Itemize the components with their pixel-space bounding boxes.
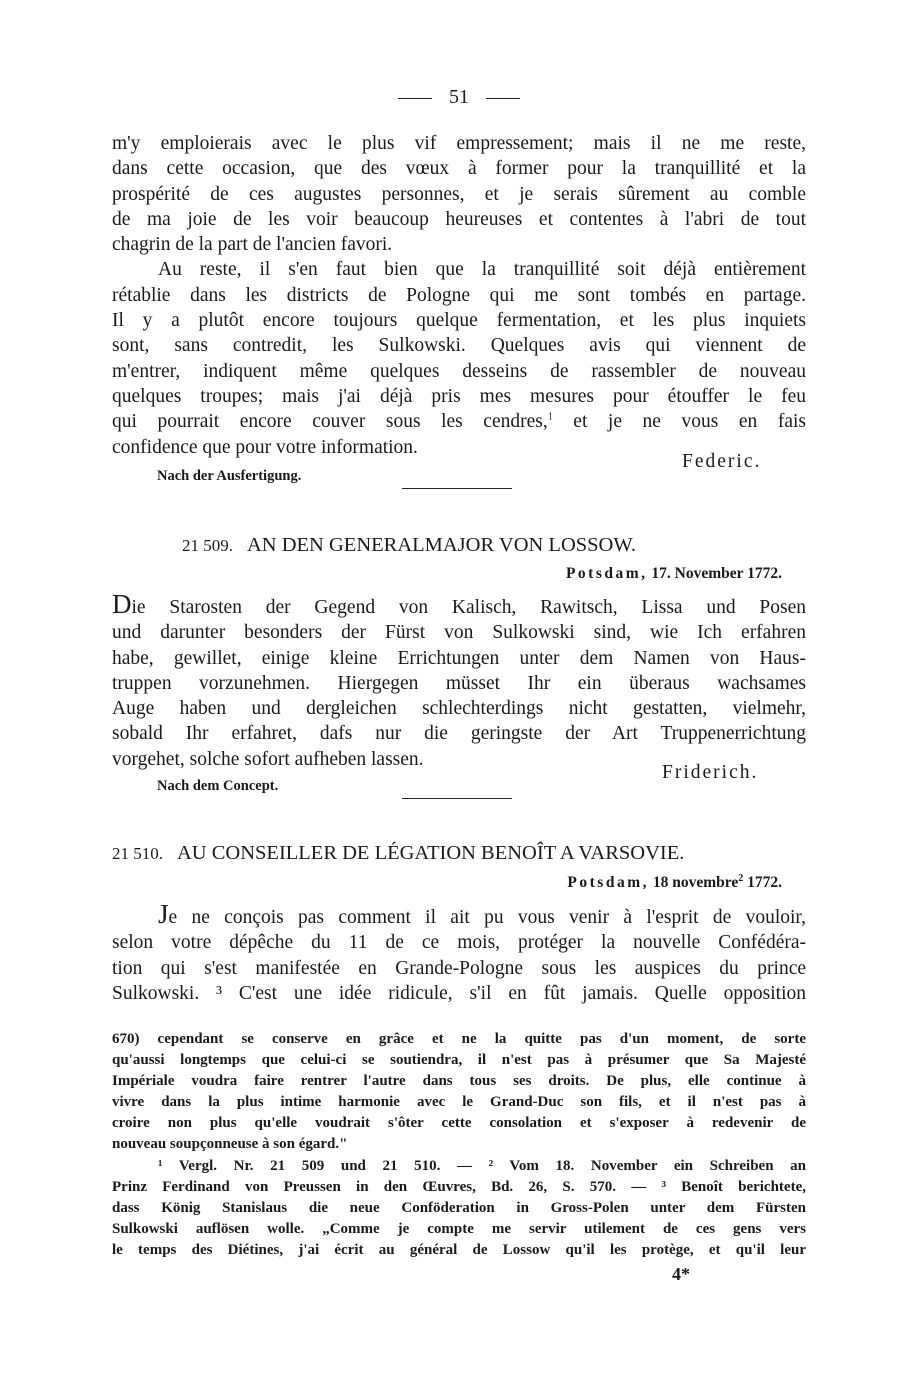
signature-mark: 4* <box>672 1264 690 1284</box>
text-line: sont, sans contredit, les Sulkowski. Quelques avis qui viennent de <box>112 335 806 357</box>
footnote-line: ¹ Vergl. Nr. 21 509 und 21 510. — ² Vom 18. November ein Schreiben an <box>158 1157 806 1174</box>
footnote-line: vivre dans la plus intime harmonie avec le Grand-Duc son fils, et il n'est pas à <box>112 1094 806 1111</box>
section-rule <box>402 798 512 799</box>
footnote-line: Sulkowski auflösen wolle. „Comme je compte me servir utilement de ces gens vers <box>112 1220 806 1237</box>
letter-continuation <box>112 131 806 460</box>
dateline <box>567 874 782 892</box>
text-line: chagrin de la part de l'ancien favori. <box>112 234 393 256</box>
signature: Friderich. <box>662 762 759 783</box>
text-segment: et je ne vous en fais <box>573 411 807 433</box>
page-header <box>112 86 806 109</box>
footnote-line: 670) cependant se conserve en grâce et ne la quitte pas d'un moment, de sorte <box>112 1031 806 1047</box>
letter-heading <box>182 534 806 557</box>
text-line: m'y emploierais avec le plus vif empressement; mais il ne me reste, <box>112 133 806 154</box>
text-line: dans cette occasion, que des vœux à former pour la tranquillité et la <box>112 158 806 180</box>
text-line: rétablie dans les districts de Pologne qui me sont tombés en partage. <box>112 284 806 306</box>
text-line: truppen vorzunehmen. Hiergegen müsset Ihr ein überaus wachsames <box>112 672 806 694</box>
footnote-line: dass König Stanislaus die neue Conföderation in Gross-Polen unter dem Fürsten <box>112 1199 806 1216</box>
date-text: 18 novembre <box>652 874 739 891</box>
text-line: Sulkowski. ³ C'est une idée ridicule, s'il en fût jamais. Quelle opposition <box>112 982 806 1004</box>
letter-body <box>112 899 806 1006</box>
header-dash-left <box>398 98 432 99</box>
date-year: 1772. <box>747 874 782 891</box>
letter-number: 21 509. <box>182 536 233 555</box>
header-dash-right <box>486 98 520 99</box>
text-line: confidence que pour votre information. <box>112 436 418 458</box>
text-line: de ma joie de les voir beaucoup heureuses et contentes à l'abri de tout <box>112 208 806 230</box>
signature: Federic. <box>682 451 762 472</box>
text-line: vorgehet, solche sofort aufheben lassen. <box>112 748 424 770</box>
text-line: Auge haben und dergleichen schlechterdings nicht gestatten, vielmehr, <box>112 698 806 720</box>
text-line: Au reste, il s'en faut bien que la tranquillité soit déjà entièrement <box>158 259 806 281</box>
source-note: Nach dem Concept. <box>157 778 279 794</box>
letter-heading <box>112 842 806 865</box>
text-line <box>112 589 806 620</box>
footnote-line: qu'aussi longtemps que celui-ci se soutiendra, il n'est pas à présumer que Sa Majesté <box>112 1052 806 1069</box>
text-line: m'entrer, indiquent même quelques desseins de rassembler de nouveau <box>112 360 806 382</box>
letter-number: 21 510. <box>112 844 163 863</box>
letter-body <box>112 589 806 772</box>
text-segment: qui pourrait encore couver sous les cendres, <box>112 411 548 433</box>
text-line: sobald Ihr erfahret, dafs nur die geringste der Art Truppenerrichtung <box>112 723 806 745</box>
text-line: quelques troupes; mais j'ai déjà pris mes mesures pour étouffer le feu <box>112 385 806 407</box>
source-note: Nach der Ausfertigung. <box>157 468 302 484</box>
letter-title: AU CONSEILLER DE LÉGATION BENOÎT A VARSOVIE. <box>177 842 685 864</box>
text-line: Il y a plutôt encore toujours quelque fermentation, et les plus inquiets <box>112 310 806 332</box>
date-text: 17. November 1772. <box>651 565 782 582</box>
initial-letter: J <box>158 899 169 929</box>
letter-title: AN DEN GENERALMAJOR VON LOSSOW. <box>247 534 636 556</box>
footnote-ref: 2 <box>738 872 744 884</box>
date-place: Potsdam, <box>567 874 649 891</box>
footnote-line: Prinz Ferdinand von Preussen in den Œuvres, Bd. 26, S. 570. — ³ Benoît berichtete, <box>112 1178 806 1195</box>
text-line: selon votre dépêche du 11 de ce mois, protéger la nouvelle Confédéra- <box>112 932 806 954</box>
section-rule <box>402 488 512 489</box>
page-number: 51 <box>449 86 469 108</box>
text-line <box>112 899 806 930</box>
text-segment: e ne conçois pas comment il ait pu vous venir à l'esprit de vouloir, <box>168 907 806 928</box>
text-line: prospérité de ces augustes personnes, et je serais sûrement au comble <box>112 183 806 205</box>
footnotes <box>112 1029 806 1261</box>
dateline <box>566 565 782 583</box>
text-line: tion qui s'est manifestée en Grande-Pologne sous les auspices du prince <box>112 957 806 979</box>
text-line: und darunter besonders der Fürst von Sulkowski sind, wie Ich erfahren <box>112 622 806 644</box>
text-line: habe, gewillet, einige kleine Errichtungen unter dem Namen von Haus- <box>112 647 806 669</box>
text-segment: ie Starosten der Gegend von Kalisch, Rawitsch, Lissa und Posen <box>131 597 806 618</box>
footnote-line: Impériale voudra faire rentrer l'autre dans tous ses droits. De plus, elle continue à <box>112 1073 806 1090</box>
text-line-with-note <box>112 409 806 434</box>
footnote-ref: 1 <box>547 411 553 423</box>
date-place: Potsdam, <box>565 565 648 582</box>
footnote-line: nouveau soupçonneuse à son égard." <box>112 1136 348 1153</box>
footnote-line: le temps des Diétines, j'ai écrit au général de Lossow qu'il les protège, et qu'il leur <box>112 1241 806 1258</box>
footnote-line: croire non plus qu'elle voudrait s'ôter cette consolation et s'exposer à redevenir de <box>112 1115 806 1132</box>
initial-letter: D <box>112 589 132 619</box>
